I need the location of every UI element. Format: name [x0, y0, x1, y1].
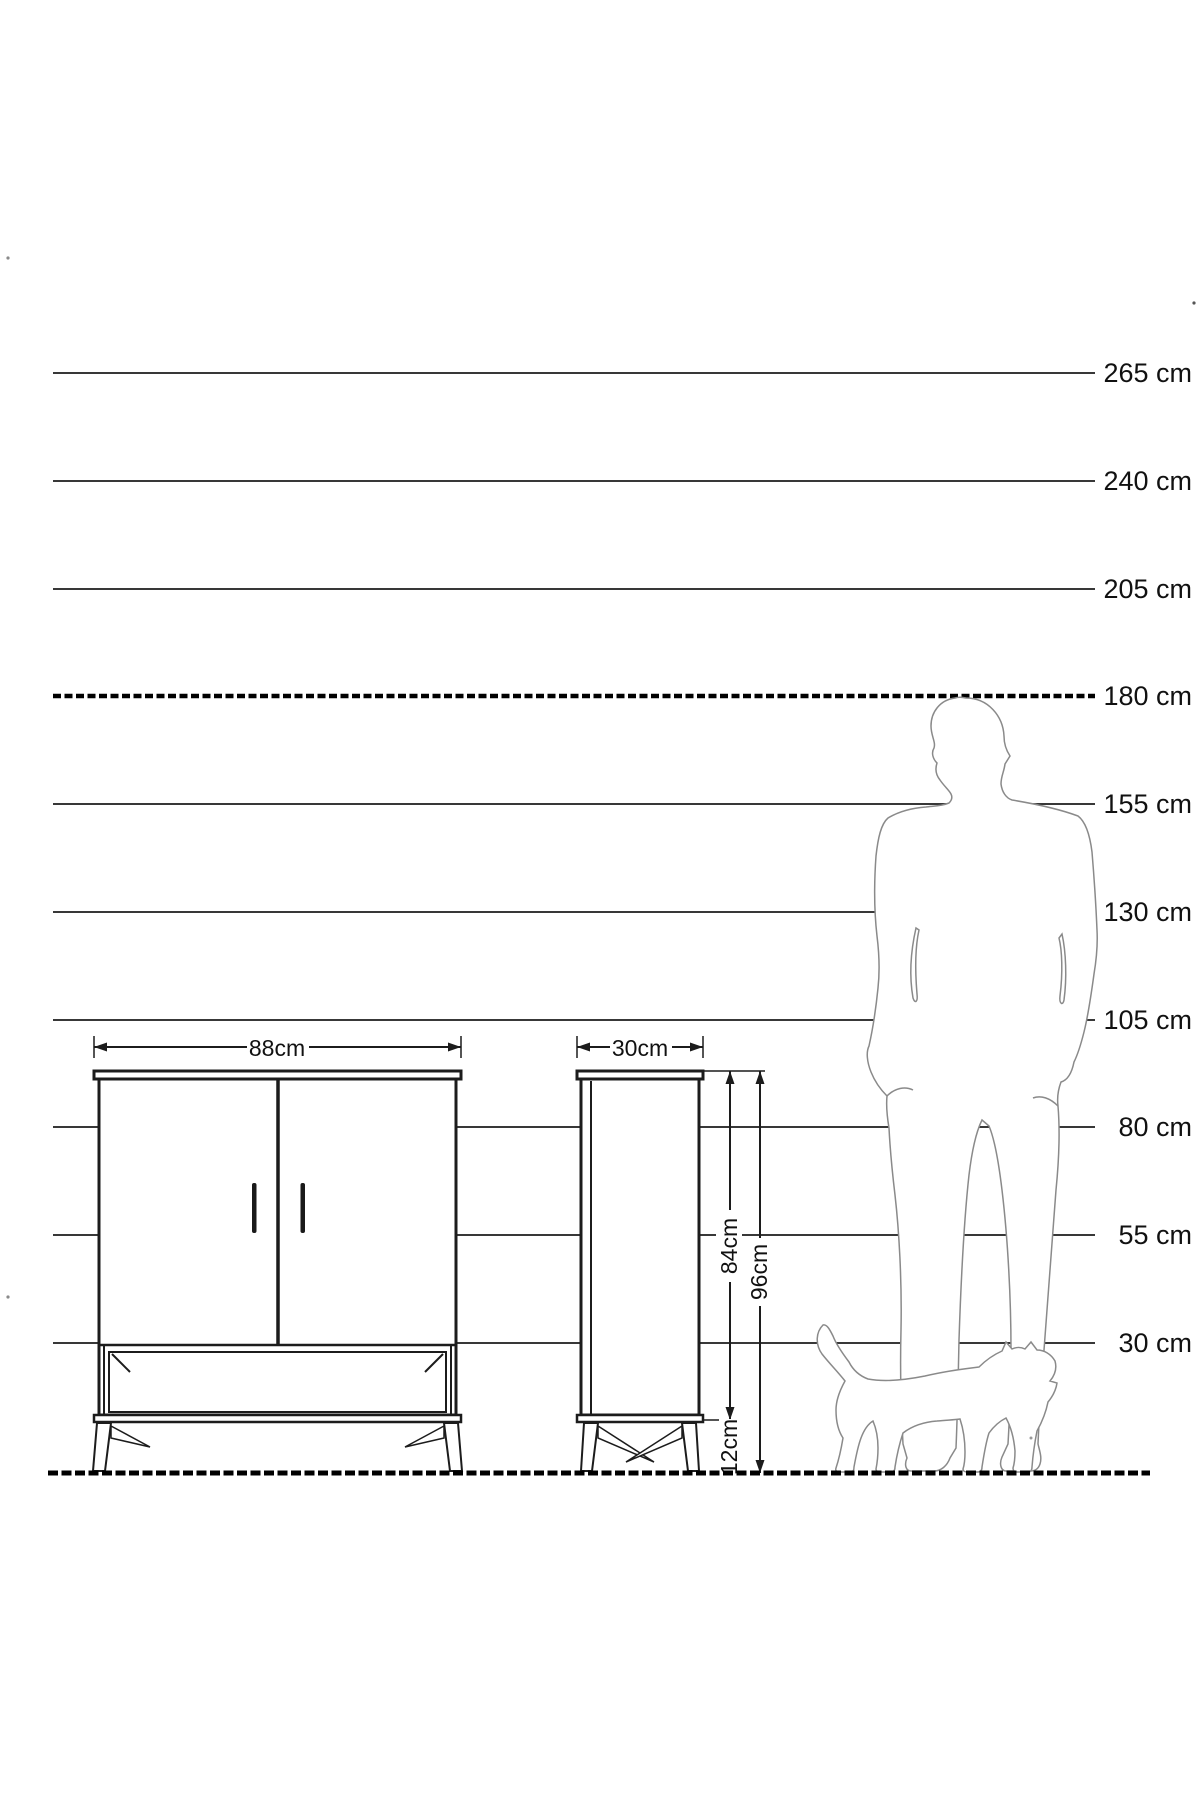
drawer-front: [109, 1352, 446, 1412]
dimension-body-height: [716, 1071, 742, 1420]
leg-height-label: 12cm: [716, 1418, 742, 1476]
side-leg-front: [581, 1423, 598, 1471]
arrow-left-icon: [94, 1043, 107, 1052]
man-silhouette: [867, 697, 1097, 1471]
side-depth-label: 30cm: [611, 1035, 669, 1061]
height-label-130: 130 cm: [1103, 897, 1192, 927]
door-handle-left: [252, 1183, 257, 1233]
front-leg-right: [444, 1423, 462, 1471]
door-handle-right: [301, 1183, 306, 1233]
speck: [6, 256, 9, 259]
height-label-80: 80 cm: [1118, 1112, 1192, 1142]
height-label-205: 205 cm: [1103, 574, 1192, 604]
speck: [1192, 301, 1195, 304]
front-leg-right-brace: [405, 1426, 444, 1447]
arrow-up-icon: [726, 1071, 735, 1084]
height-label-105: 105 cm: [1103, 1005, 1192, 1035]
side-legs: [581, 1423, 699, 1471]
arrow-down-icon: [726, 1407, 735, 1420]
total-height-label: 96cm: [746, 1243, 772, 1301]
body-height-label: 84cm: [716, 1217, 742, 1275]
height-label-55: 55 cm: [1118, 1220, 1192, 1250]
dimension-leg-height: [716, 1419, 744, 1475]
arrow-left-icon: [577, 1043, 590, 1052]
man-outline: [867, 697, 1097, 1471]
arrow-up-icon: [756, 1071, 765, 1084]
arrow-right-icon: [690, 1043, 703, 1052]
speck: [6, 1295, 9, 1298]
cabinet-front-view: [93, 1071, 462, 1471]
front-leg-left-brace: [111, 1426, 150, 1447]
front-width-label: 88cm: [248, 1035, 306, 1061]
front-legs: [93, 1423, 462, 1471]
dimension-total-height: [746, 1071, 772, 1473]
dimension-front-width: [94, 1034, 461, 1061]
height-label-240: 240 cm: [1103, 466, 1192, 496]
side-body: [581, 1079, 699, 1415]
dimension-side-depth: [577, 1034, 703, 1061]
height-label-180: 180 cm: [1103, 681, 1192, 711]
height-label-30: 30 cm: [1118, 1328, 1192, 1358]
speck: [1030, 1437, 1033, 1440]
side-bottom-panel: [577, 1415, 703, 1422]
side-leg-brace-a: [598, 1426, 654, 1462]
height-label-265: 265 cm: [1103, 358, 1192, 388]
arrow-right-icon: [448, 1043, 461, 1052]
height-label-155: 155 cm: [1103, 789, 1192, 819]
front-bottom-panel: [94, 1415, 461, 1422]
side-leg-brace-b: [626, 1426, 682, 1462]
front-leg-left: [93, 1423, 111, 1471]
side-leg-back: [682, 1423, 699, 1471]
cabinet-side-view: [577, 1071, 703, 1471]
height-reference-labels: [1103, 358, 1192, 1358]
